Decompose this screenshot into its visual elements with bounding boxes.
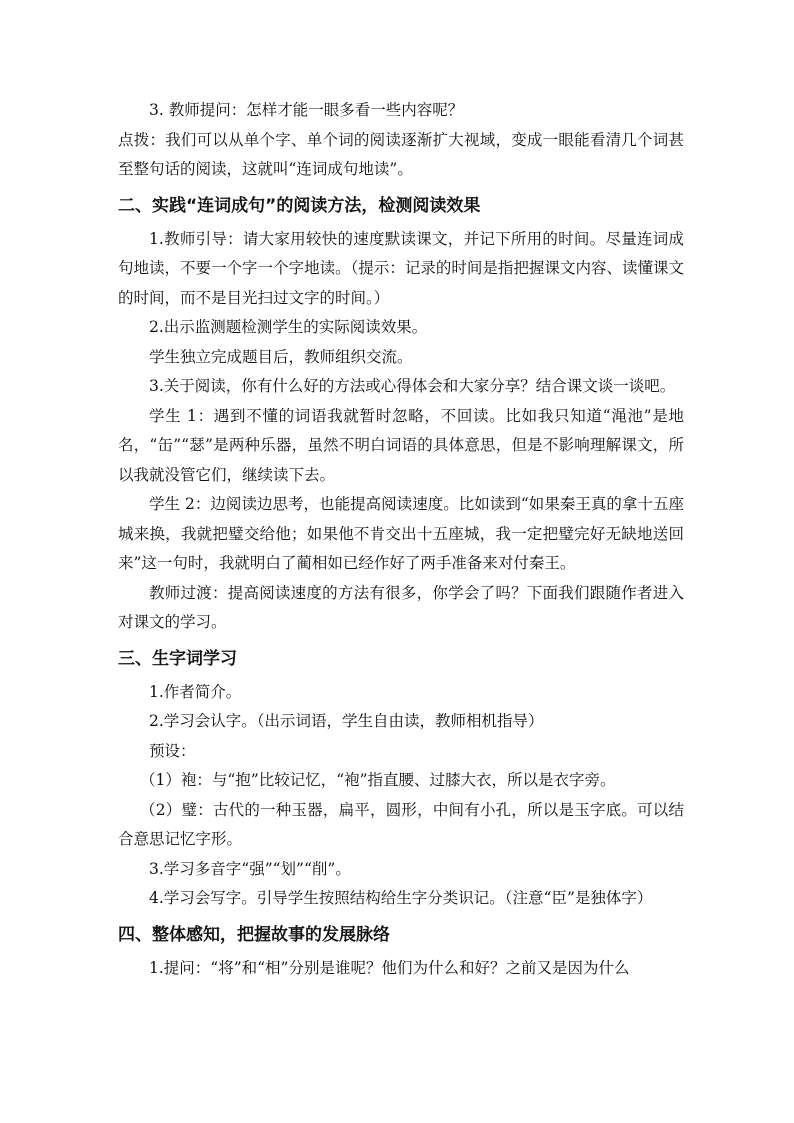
section2-para-5: 学生 1：遇到不懂的词语我就暂时忽略，不回读。比如我只知道“渑池”是地名，“缶”“瑟”是两种乐器，虽然不明白词语的具体意思，但是不影响理解课文，所以我就没管它们，继续读下去。: [118, 406, 684, 484]
section3-para-3: 预设：: [149, 741, 196, 760]
section3-para-2: 2.学习会认字。（出示词语，学生自由读，教师相机指导）: [149, 712, 544, 730]
section3-para-5: （2）璧：古代的一种玉器，扁平，圆形，中间有小孔，所以是玉字底。可以结合意思记忆字形。: [118, 800, 684, 848]
section2-para-7: 教师过渡：提高阅读速度的方法有很多，你学会了吗？下面我们跟随作者进入对课文的学习。: [118, 583, 684, 631]
section-heading-3: 三、生字词学习: [118, 648, 237, 669]
document-page: [118, 96, 684, 983]
teacher-question-3: 3. 教师提问：怎样才能一眼多看一些内容呢？: [149, 101, 464, 119]
section-heading-4: 四、整体感知，把握故事的发展脉络: [118, 924, 390, 945]
section2-para-1: 1.教师引导：请大家用较快的速度默读课文，并记下所用的时间。尽量连词成句地读，不要一个字一个字地读。（提示：记录的时间是指把握课文内容、读懂课文的时间，而不是目光扫过文字的时间。）: [118, 229, 684, 307]
section2-para-3: 学生独立完成题目后，教师组织交流。: [149, 347, 413, 366]
section3-para-1: 1.作者简介。: [149, 682, 242, 701]
section3-para-4: （1）袍：与“抱”比较记忆，“袍”指直腰、过膝大衣，所以是衣字旁。: [140, 771, 616, 789]
teacher-tip: 点拨：我们可以从单个字、单个词的阅读逐渐扩大视域，变成一眼能看清几个词甚至整句话的阅读，这就叫“连词成句地读”。: [118, 130, 684, 178]
section-heading-2: 二、实践“连词成句”的阅读方法，检测阅读效果: [118, 195, 481, 216]
section2-para-2: 2.出示监测题检测学生的实际阅读效果。: [149, 318, 428, 336]
section3-para-6: 3.学习多音字“强”“划”“削”。: [149, 859, 351, 878]
section2-para-6: 学生 2：边阅读边思考，也能提高阅读速度。比如读到“如果秦王真的拿十五座城来换，我就把璧交给他；如果他不肯交出十五座城，我一定把璧完好无缺地送回来”这一句时，我就明白了蔺相如已经作好了两手准备来对付秦王。: [118, 495, 684, 572]
section4-para-1: 1.提问：“将”和“相”分别是谁呢？他们为什么和好？之前又是因为什么: [149, 958, 630, 977]
section2-para-4: 3.关于阅读，你有什么好的方法或心得体会和大家分享？结合课文谈一谈吧。: [149, 377, 676, 395]
section3-para-7: 4.学习会写字。引导学生按照结构给生字分类识记。（注意“臣”是独体字）: [149, 889, 653, 907]
